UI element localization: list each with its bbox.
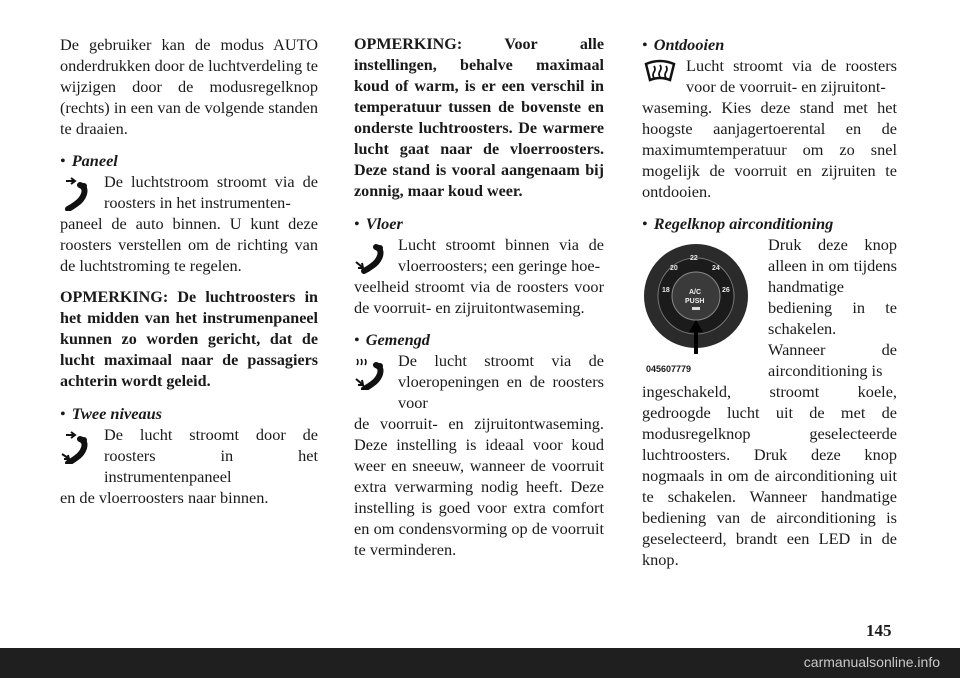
bullet-ac: • Regelknop airconditioning [642, 214, 834, 233]
twee-item [60, 424, 318, 487]
vloer-rest: veelheid stroomt via de roosters voor de voorruit- en zijruitontwaseming. [354, 277, 604, 317]
page-number: 145 [866, 621, 892, 640]
paneel-lead: De luchtstroom stroomt via de roosters in het instrumenten- [104, 172, 318, 212]
vloer-title: Vloer [365, 214, 403, 233]
paneel-title: Paneel [71, 151, 118, 170]
bullet-gemengd: • Gemengd [354, 330, 430, 349]
paneel-rest: paneel de auto binnen. U kunt deze roosters verstellen om de richting van de luchtstroming te regelen. [60, 214, 318, 275]
twee-lead: De lucht stroomt door de roosters in het instrumentenpaneel [104, 425, 318, 486]
intro-paragraph: De gebruiker kan de modus AUTO onderdrukken door de luchtverdeling te wijzigen door de modusregelknop (rechts) in een van de volgende standen te draaien. [60, 35, 318, 138]
bullet-paneel: • Paneel [60, 151, 118, 170]
bullet-twee-niveaus: • Twee niveaus [60, 404, 162, 423]
footer-watermark: carmanualsonline.info [803, 654, 940, 670]
tick-label-26: 26 [722, 287, 730, 294]
ontdooien-item [642, 55, 897, 97]
gemengd-rest: de voorruit- en zijruitontwaseming. Deze instelling is ideaal voor koud weer en sneeuw, wanneer de voorruit extra verwarming nodig heeft. Deze instelling is goed voor extra comfort en om condensvorming op de voorruit te verminderen. [354, 414, 604, 559]
ac-lead: Druk deze knop alleen in om tijdens handmatige bediening in te schakelen. Wanneer de airconditioning is [768, 235, 897, 380]
gemengd-title: Gemengd [365, 330, 430, 349]
bullet-vloer: • Vloer [354, 214, 403, 233]
tick-label-22: 22 [690, 255, 698, 262]
footer-bar [0, 648, 960, 678]
tick-label-24: 24 [712, 265, 720, 272]
gemengd-lead: De lucht stroomt via de vloeropeningen en de roosters voor [398, 351, 604, 412]
panel-vent-icon [60, 177, 96, 211]
tick-label-18: 18 [662, 287, 670, 294]
ontdooien-title: Ontdooien [653, 35, 725, 54]
column-middle [354, 34, 604, 560]
ac-rest: ingeschakeld, stroomt koele, gedroogde lucht uit de met de modusregelknop geselecteerde luchtroosters. Druk deze knop nogmaals in om de airconditioning uit te schakelen. Wanneer handmatige bediening van de airconditioning is geselecteerd, brandt een LED in de knop. [642, 382, 897, 569]
bilevel-vent-icon [60, 430, 96, 464]
paneel-item [60, 171, 318, 213]
push-label: PUSH [685, 298, 705, 305]
column-right [642, 34, 897, 570]
tick-label-20: 20 [670, 265, 678, 272]
defrost-icon [642, 58, 678, 92]
ontdooien-lead: Lucht stroomt via de roosters voor de voorruit- en zijruitont- [686, 56, 897, 96]
twee-rest: en de vloerroosters naar binnen. [60, 488, 269, 507]
gemengd-item [354, 350, 604, 413]
note-center-vents: OPMERKING: De luchtroosters in het midden van het instrumenpaneel kunnen zo worden gericht, dat de lucht maximaal naar de passagiers achterin wordt geleid. [60, 289, 318, 390]
ac-knob-illustration [642, 236, 760, 376]
ac-label: A/C [689, 289, 702, 296]
ontdooien-rest: waseming. Kies deze stand met het hoogste aanjagertoerental en de maximumtemperatuur om zo snel mogelijk de voorruit en zijruiten te ontdooien. [642, 98, 897, 201]
column-left [60, 34, 318, 508]
bullet-ontdooien: • Ontdooien [642, 35, 725, 54]
floor-vent-icon [354, 240, 390, 274]
ac-title: Regelknop airconditioning [653, 214, 834, 233]
vloer-item [354, 234, 604, 276]
vloer-lead: Lucht stroomt binnen via de vloerroosters; een geringe hoe- [398, 235, 604, 275]
mix-vent-icon [354, 356, 390, 390]
note-temperature: OPMERKING: Voor alle instellingen, behalve maximaal koud of warm, is er een verschil in temperatuur tussen de bovenste en onderste luchtroosters. De warmere lucht gaat naar de vloerroosters. Deze stand is vooral aangenaam bij zonnig, maar koud weer. [354, 36, 604, 200]
ac-item [642, 234, 897, 381]
twee-title: Twee niveaus [71, 404, 162, 423]
image-code: 045607779 [646, 364, 692, 374]
